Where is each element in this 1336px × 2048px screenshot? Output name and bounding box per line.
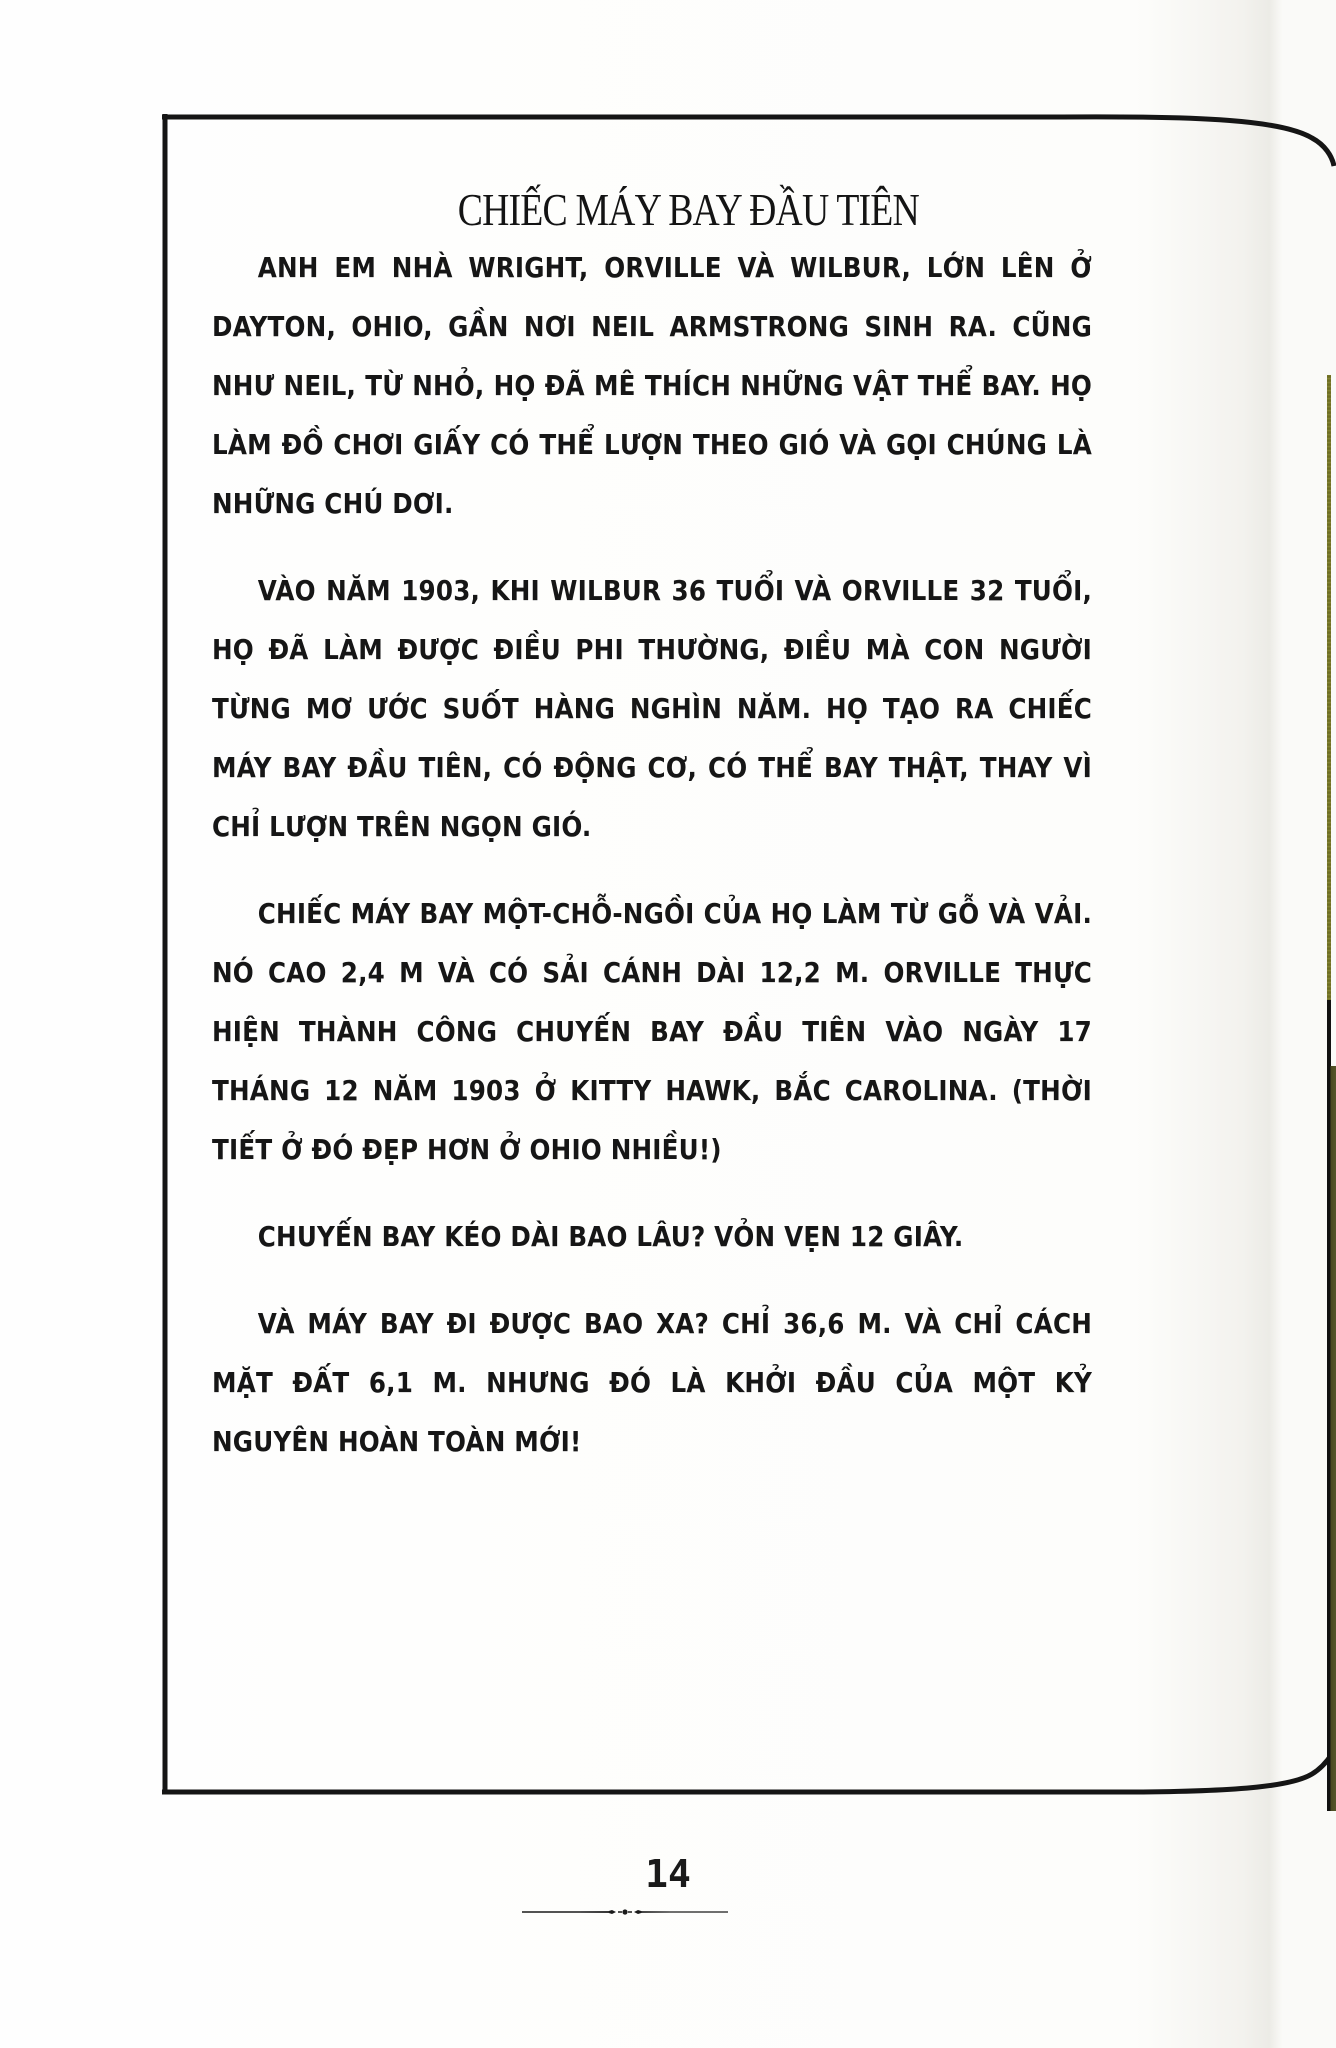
paragraph-4: CHUYẾN BAY KÉO DÀI BAO LÂU? VỎN VẸN 12 GIÂY. [257,1220,964,1253]
ornament-divider-icon [520,1905,730,1919]
adjacent-page-edge-thick [1327,1066,1336,1811]
paragraph-2: VÀO NĂM 1903, KHI WILBUR 36 TUỔI VÀ ORVILLE 32 TUỔI, HỌ ĐÃ LÀM ĐƯỢC ĐIỀU PHI THƯỜNG, ĐIỀU MÀ CON NGƯỜI TỪNG MƠ ƯỚC SUỐT HÀNG NGHÌN NĂM. HỌ TẠO RA CHIẾC MÁY BAY ĐẦU TIÊN, CÓ ĐỘNG CƠ, CÓ THỂ BAY THẬT, THAY VÌ CHỈ LƯỢN TRÊN NGỌN GIÓ. [212,574,1092,843]
paragraph-1: ANH EM NHÀ WRIGHT, ORVILLE VÀ WILBUR, LỚN LÊN Ở DAYTON, OHIO, GẦN NƠI NEIL ARMSTRONG SINH RA. CŨNG NHƯ NEIL, TỪ NHỎ, HỌ ĐÃ MÊ THÍCH NHỮNG VẬT THỂ BAY. HỌ LÀM ĐỒ CHƠI GIẤY CÓ THỂ LƯỢN THEO GIÓ VÀ GỌI CHÚNG LÀ NHỮNG CHÚ DƠI. [212,251,1092,520]
page-title: CHIẾC MÁY BAY ĐẦU TIÊN [457,183,919,235]
body-text [212,238,1092,1471]
paragraph-5: VÀ MÁY BAY ĐI ĐƯỢC BAO XA? CHỈ 36,6 M. VÀ CHỈ CÁCH MẶT ĐẤT 6,1 M. NHƯNG ĐÓ LÀ KHỞI ĐẦU CỦA MỘT KỶ NGUYÊN HOÀN TOÀN MỚI! [212,1307,1092,1458]
adjacent-page-edge-dark [1327,1000,1331,1066]
page-number: 14 [645,1852,691,1896]
paragraph-3: CHIẾC MÁY BAY MỘT-CHỖ-NGỒI CỦA HỌ LÀM TỪ GỖ VÀ VẢI. NÓ CAO 2,4 M VÀ CÓ SẢI CÁNH DÀI 12,2 M. ORVILLE THỰC HIỆN THÀNH CÔNG CHUYẾN BAY ĐẦU TIÊN VÀO NGÀY 17 THÁNG 12 NĂM 1903 Ở KITTY HAWK, BẮC CAROLINA. (THỜI TIẾT Ở ĐÓ ĐẸP HƠN Ở OHIO NHIỀU!) [212,897,1092,1166]
adjacent-page-edge [1327,375,1331,1065]
